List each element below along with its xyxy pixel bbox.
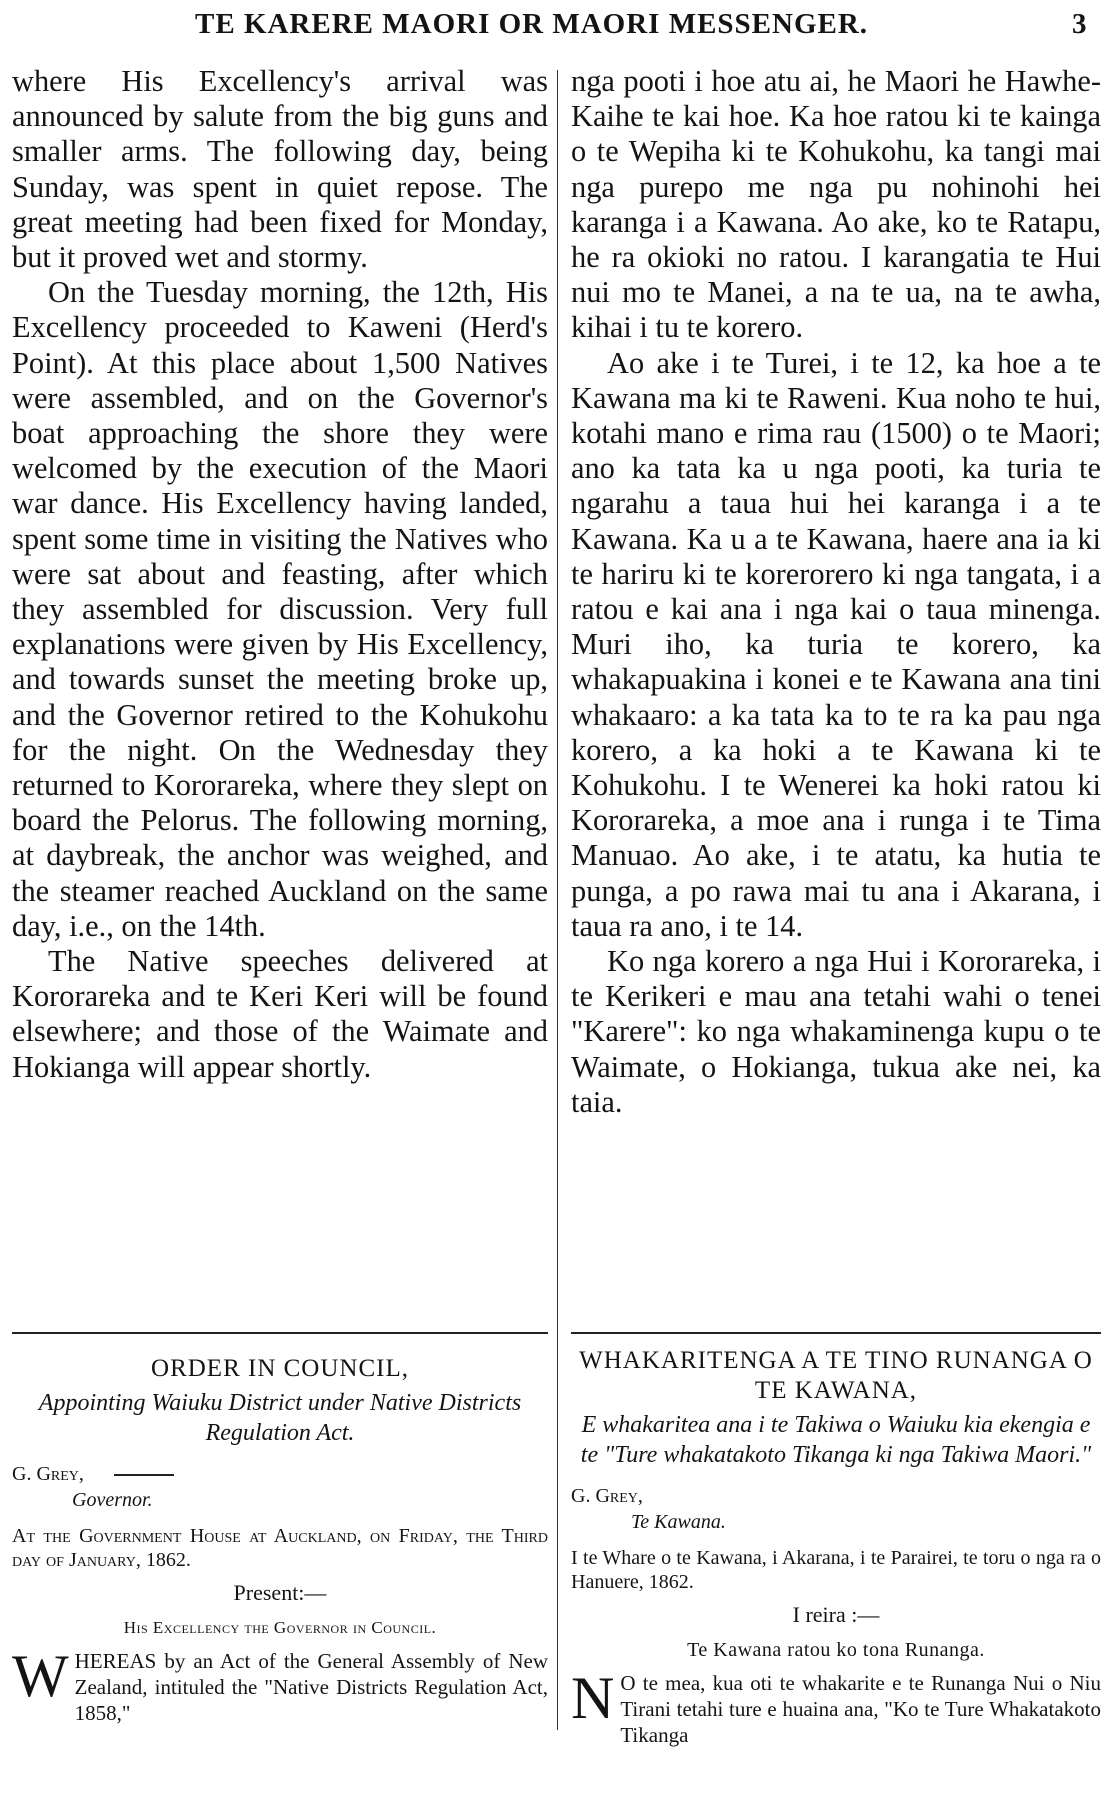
section-rule xyxy=(571,1332,1101,1334)
council-line: Te Kawana ratou ko tona Runanga. xyxy=(687,1639,985,1661)
maori-paragraph: nga pooti i hoe atu ai, he Maori he Hawhe-Kaihe te kai hoe. Ka hoe ratou ki te kainga o te Wepiha ki te Kohukohu, ka tangi mai nga purepo me nga pu nohinohi hei karanga i a Kawana. Ao ake, ko te Ratapu, he ra okioki no ratou. I karangatia te Hui nui mo te Manei, a na te ua, na te awha, kihai i tu te korero. xyxy=(571,64,1101,345)
english-paragraph: where His Excellency's arrival was announced by salute from the big guns and smaller arms. The following day, being Sunday, was spent in quiet repose. The great meeting had been fixed for Monday, but it proved wet and stormy. xyxy=(12,64,548,275)
council-line: His Excellency the Governor in Council. xyxy=(123,1618,437,1637)
signature-name: G. Grey, xyxy=(12,1462,548,1486)
signature-title: Te Kawana. xyxy=(631,1511,726,1533)
right-column xyxy=(571,64,1101,1120)
whakaritenga-notice xyxy=(571,1346,1101,1748)
page-number: 3 xyxy=(1072,8,1087,40)
newspaper-title: TE KARERE MAORI OR MAORI MESSENGER. xyxy=(195,8,869,40)
notice-place: I te Whare o te Kawana, i Akarana, i te Parairei, te toru o nga ra o Hanuere, 1862. xyxy=(571,1547,1101,1593)
column-divider xyxy=(557,70,558,1730)
notice-place: At the Government House at Auckland, on Friday, the Third day of January, 1862. xyxy=(12,1525,548,1571)
drop-cap: N xyxy=(571,1665,615,1731)
notice-body: WHEREAS by an Act of the General Assembly of New Zealand, intituled the "Native Districts Regulation Act, 1858," xyxy=(12,1643,548,1725)
maori-paragraph: Ko nga korero a nga Hui i Kororareka, i te Kerikeri e mau ana tetahi wahi o tenei "Karere": ko nga whakaminenga kupu o te Waimate, o Hokianga, tukua ake nei, ka taia. xyxy=(571,944,1101,1119)
notice-heading: ORDER IN COUNCIL, xyxy=(151,1355,409,1382)
drop-cap: W xyxy=(12,1643,69,1709)
signature-name: G. Grey, xyxy=(571,1485,643,1507)
notice-subheading: E whakaritea ana i te Takiwa o Waiuku kia ekengia e te "Ture whakatakoto Tikanga ki nga Takiwa Maori." xyxy=(580,1412,1092,1468)
present-label: Present:— xyxy=(233,1580,327,1605)
notice-subheading: Appointing Waiuku District under Native Districts Regulation Act. xyxy=(38,1390,522,1446)
section-rule xyxy=(12,1332,548,1334)
present-label: I reira :— xyxy=(792,1602,880,1627)
english-paragraph: The Native speeches delivered at Kororareka and te Keri Keri will be found elsewhere; and those of the Waimate and Hokianga will appear shortly. xyxy=(12,944,548,1084)
english-paragraph: On the Tuesday morning, the 12th, His Excellency proceeded to Kaweni (Herd's Point). At this place about 1,500 Natives were assembled, and on the Governor's boat approaching the shore they were welcomed by the execution of the Maori war dance. His Excellency having landed, spent some time in visiting the Natives who were sat about and feasting, after which they assembled for discussion. Very full explanations were given by His Excellency, and towards sunset the meeting broke up, and the Governor retired to the Kohukohu for the night. On the Wednesday they returned to Kororareka, where they slept on board the Pelorus. The following morning, at daybreak, the anchor was weighed, and the steamer reached Auckland on the same day, i.e., on the 14th. xyxy=(12,275,548,943)
page-header xyxy=(0,0,1114,48)
notice-body: N O te mea, kua oti te whakarite e te Runanga Nui o Niu Tirani tetahi ture e huaina ana, "Ko te Ture Whakatakoto Tikanga xyxy=(571,1665,1101,1747)
notice-heading: WHAKARITENGA A TE TINO RUNANGA O TE KAWANA, xyxy=(579,1347,1093,1404)
maori-paragraph: Ao ake i te Turei, i te 12, ka hoe a te Kawana ma ki te Raweni. Kua noho te hui, kotahi mano e rima rau (1500) o te Maori; ano ka tata ka u nga pooti, ka turia te ngarahu a taua hui hei karanga i a te Kawana. Ka u a te Kawana, haere ana ia ki te hariru ki te korerorero ki nga tangata, i a ratou e kai ana i nga kai o taua minenga. Muri iho, ka turia te korero, ka whakapuakina i konei e te Kawana ana tini whakaaro: a ka tata ka to te ra ka pau nga korero, a ka hoki a te Kawana ki te Kohukohu. I te Wenerei ka hoki ratou ki Kororareka, a moe ana i runga i te Tima Manuao. Ao ake, i te atatu, ka hutia te punga, a po rawa mai tu ana i Akarana, i taua ra ano, i te 14. xyxy=(571,345,1101,943)
left-column xyxy=(12,64,548,1085)
signature-title: Governor. xyxy=(72,1489,153,1511)
signature-line xyxy=(114,1474,174,1476)
order-in-council-notice xyxy=(12,1354,548,1726)
